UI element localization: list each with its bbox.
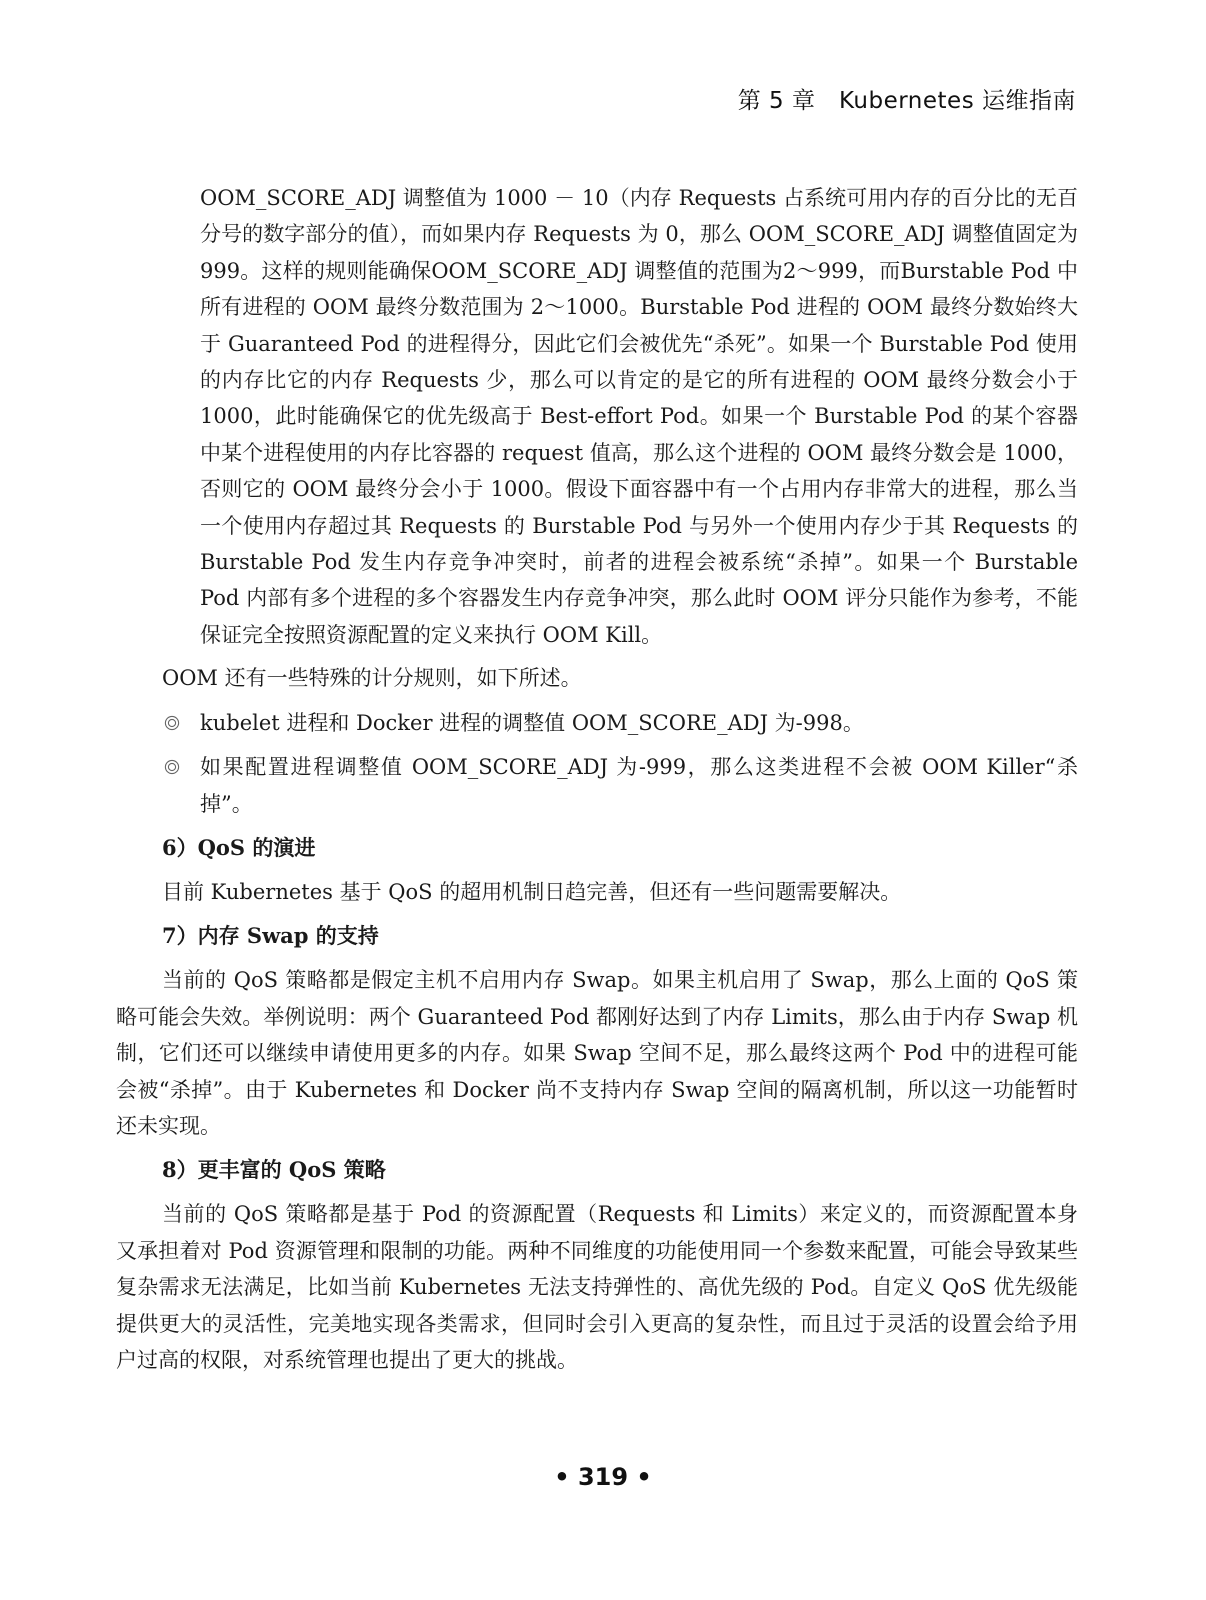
section-paragraph-8: 当前的 QoS 策略都是基于 Pod 的资源配置（Requests 和 Limits）来定义的，而资源配置本身又承担着对 Pod 资源管理和限制的功能。两种不同维度的功能使用同一个参数来配置，可能会导致某些复杂需求无法满足，比如当前 Kubernetes 无法支持弹性的、高优先级的 Pod。自定义 QoS 优先级能提供更大的灵活性，完美地实现各类需求，但同时会引入更高的复杂性，而且过于灵活的设置会给予用户过高的权限，对系统管理也提出了更大的挑战。 (116, 1202, 1078, 1372)
section-paragraph-7: 当前的 QoS 策略都是假定主机不启用内存 Swap。如果主机启用了 Swap，那么上面的 QoS 策略可能会失效。举例说明：两个 Guaranteed Pod 都刚好达到了内存 Limits，那么由于内存 Swap 机制，它们还可以继续申请使用更多的内存。如果 Swap 空间不足，那么最终这两个 Pod 中的进程可能会被“杀掉”。由于 Kubernetes 和 Docker 尚不支持内存 Swap 空间的隔离机制，所以这一功能暂时还未实现。 (116, 968, 1078, 1138)
section-heading-7: 7）内存 Swap 的支持 (162, 923, 379, 949)
section-heading-8: 8）更丰富的 QoS 策略 (162, 1157, 386, 1183)
double-circle-bullet-icon (164, 715, 180, 731)
page-content (116, 180, 1078, 1378)
section-heading-6: 6）QoS 的演进 (162, 834, 316, 860)
page-number: • 319 • (554, 1463, 652, 1491)
bullet-item-1 (116, 705, 1078, 741)
section-paragraph-6: 目前 Kubernetes 基于 QoS 的超用机制日趋完善，但还有一些问题需要解决。 (162, 879, 902, 904)
lead-sentence: OOM 还有一些特殊的计分规则，如下所述。 (162, 666, 582, 691)
bullet-text: 如果配置进程调整值 OOM_SCORE_ADJ 为-999，那么这类进程不会被 OOM Killer“杀掉”。 (200, 755, 1078, 816)
indented-paragraph: OOM_SCORE_ADJ 调整值为 1000 － 10（内存 Requests 占系统可用内存的百分比的无百分号的数字部分的值），而如果内存 Requests 为 0，那么 OOM_SCORE_ADJ 调整值固定为999。这样的规则能确保OOM_SCORE_ADJ 调整值的范围为2～999，而Burstable Pod 中所有进程的 OOM 最终分数范围为 2～1000。Burstable Pod 进程的 OOM 最终分数始终大于 Guaranteed Pod 的进程得分，因此它们会被优先“杀死”。如果一个 Burstable Pod 使用的内存比它的内存 Requests 少，那么可以肯定的是它的所有进程的 OOM 最终分数会小于 1000，此时能确保它的优先级高于 Best-effort Pod。如果一个 Burstable Pod 的某个容器中某个进程使用的内存比容器的 request 值高，那么这个进程的 OOM 最终分数会是 1000，否则它的 OOM 最终分会小于 1000。假设下面容器中有一个占用内存非常大的进程，那么当一个使用内存超过其 Requests 的 Burstable Pod 与另外一个使用内存少于其 Requests 的 Burstable Pod 发生内存竞争冲突时，前者的进程会被系统“杀掉”。如果一个 Burstable Pod 内部有多个进程的多个容器发生内存竞争冲突，那么此时 OOM 评分只能作为参考，不能保证完全按照资源配置的定义来执行 OOM Kill。 (200, 186, 1078, 647)
bullet-text: kubelet 进程和 Docker 进程的调整值 OOM_SCORE_ADJ 为-998。 (200, 710, 864, 735)
running-header: 第 5 章 Kubernetes 运维指南 (737, 88, 1076, 114)
double-circle-bullet-icon (164, 759, 180, 775)
bullet-item-2 (116, 749, 1078, 822)
